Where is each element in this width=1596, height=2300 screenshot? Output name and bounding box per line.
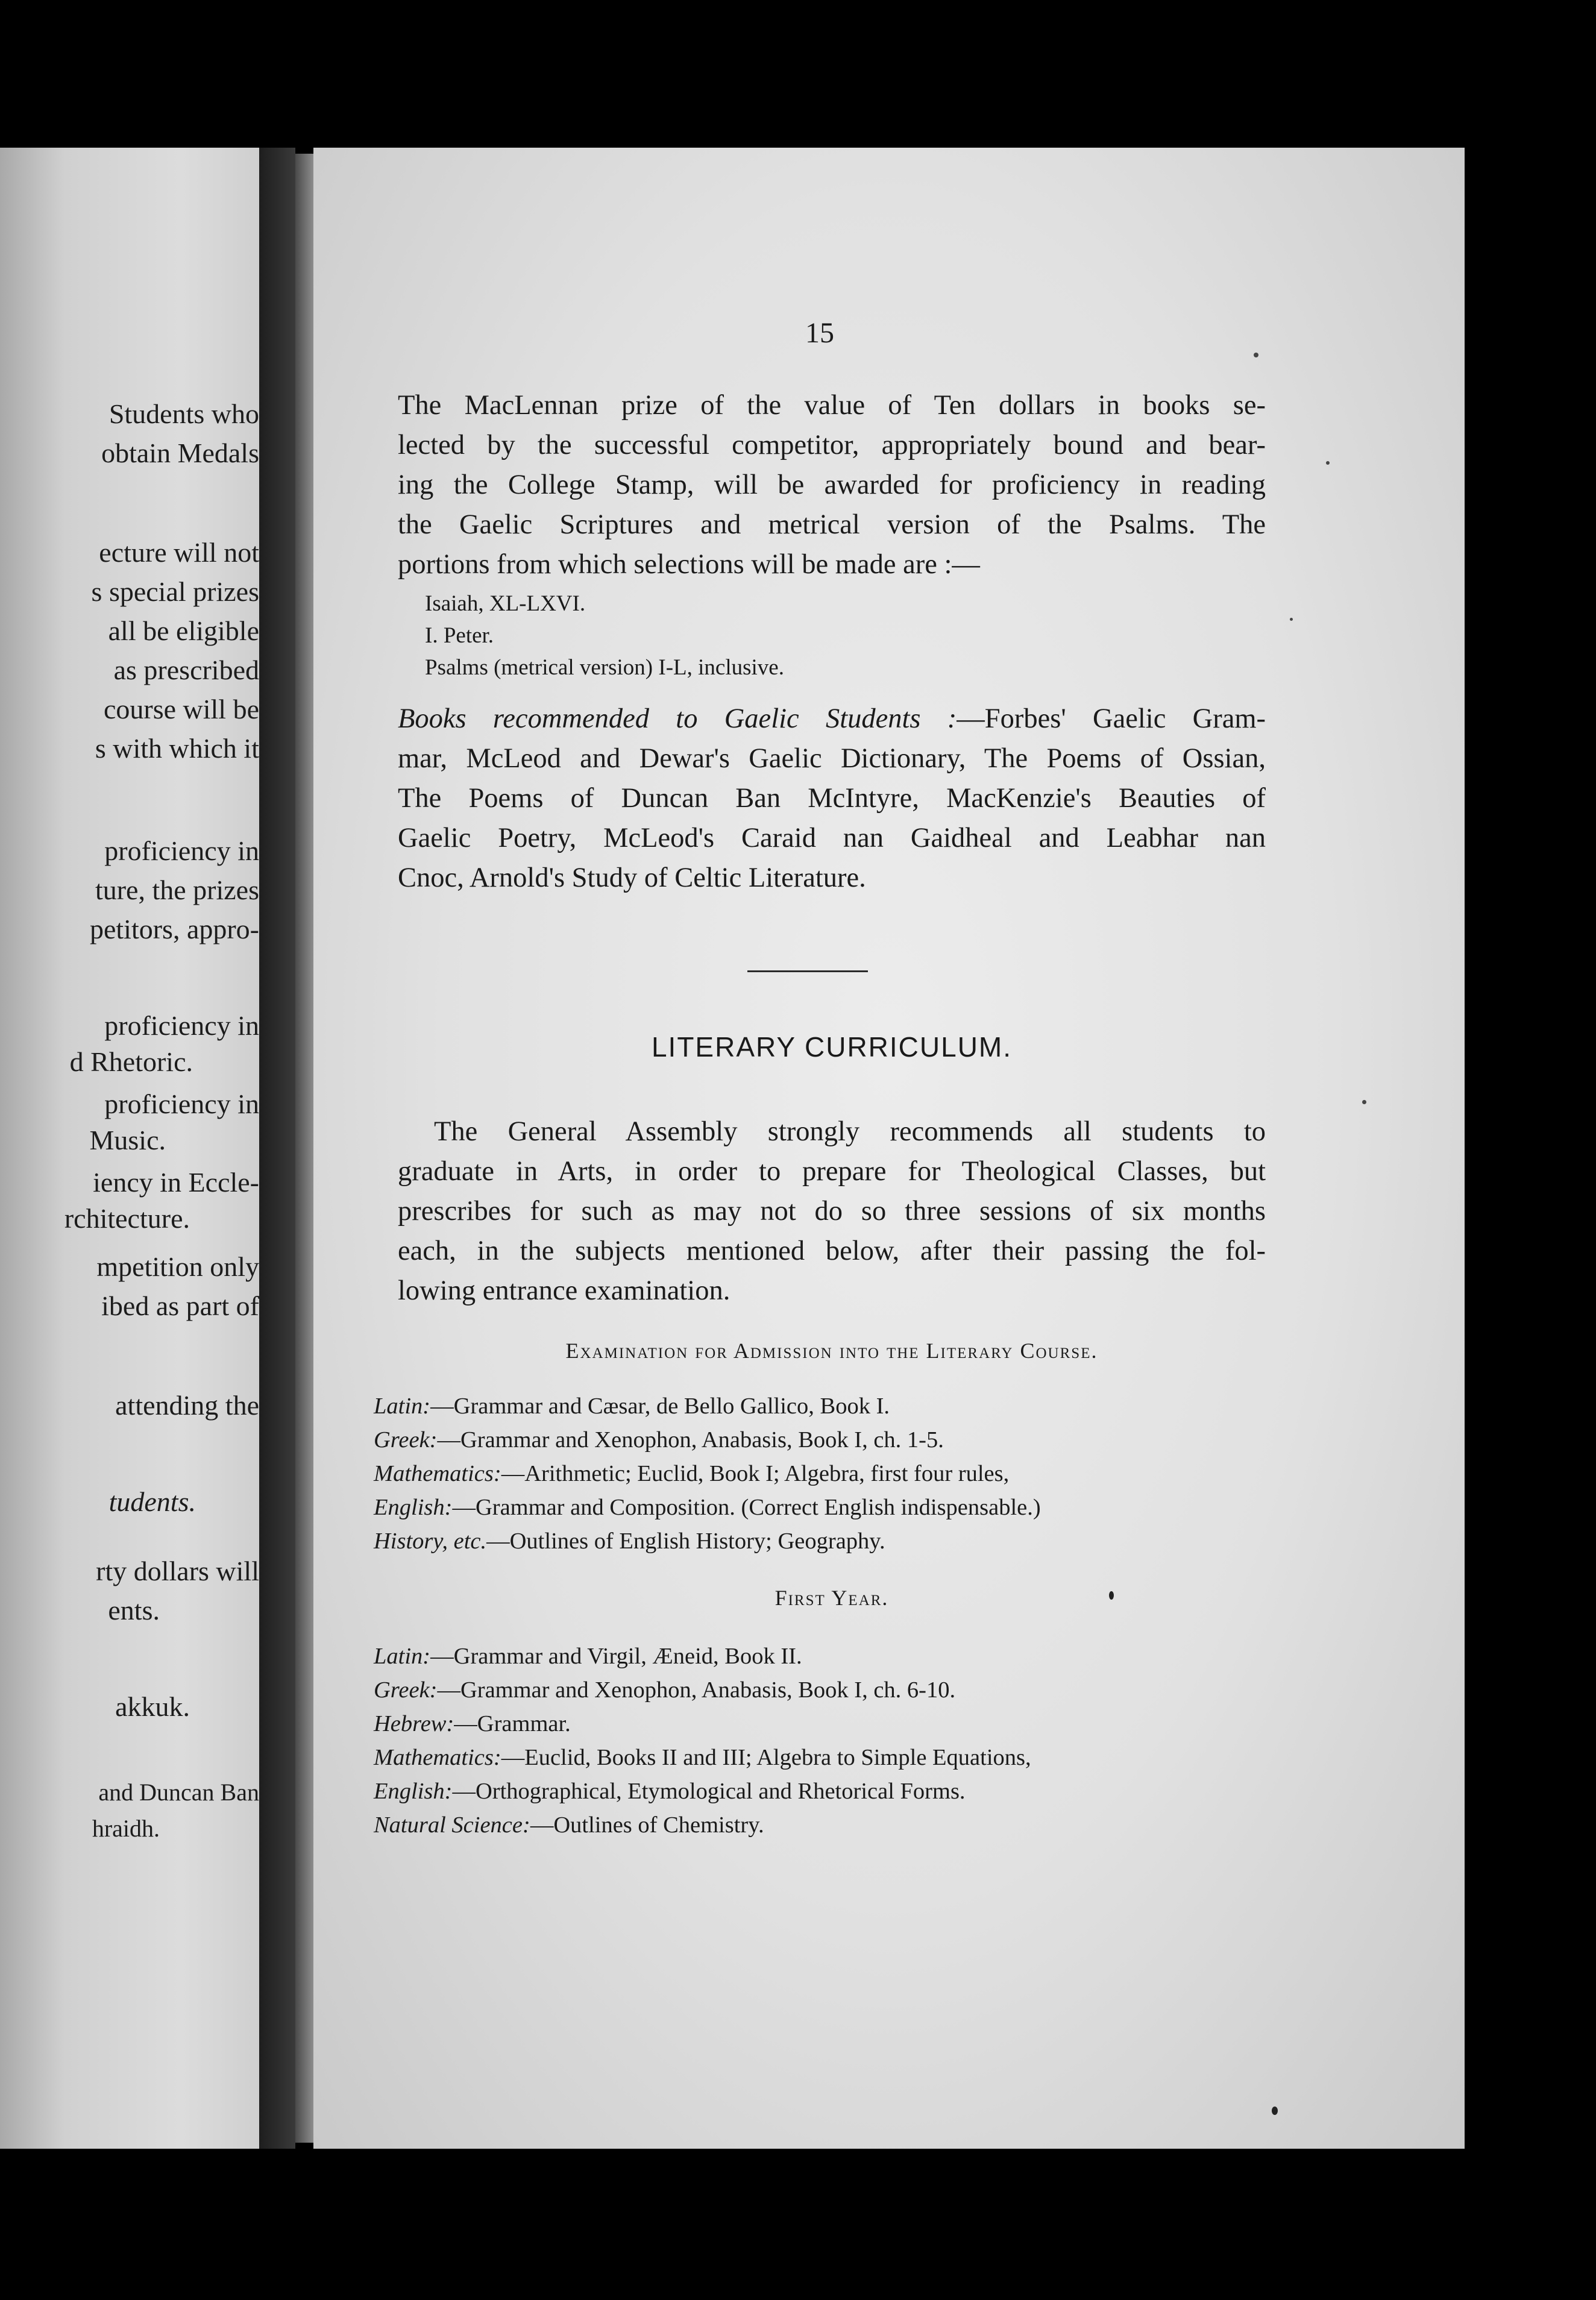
- exam-subjects-list: [374, 1389, 1278, 1558]
- list-item: [374, 1673, 1278, 1707]
- page-15: [313, 148, 1465, 2149]
- subject-label: Latin:: [374, 1644, 431, 1669]
- paragraph-line: mar, McLeod and Dewar's Gaelic Dictionary, The Poems of Ossian,: [398, 743, 1266, 774]
- list-item: Isaiah, XL-LXVI.: [425, 591, 586, 616]
- left-line: rchitecture.: [64, 1203, 190, 1234]
- left-line: course will be: [103, 694, 259, 724]
- paragraph-line: The MacLennan prize of the value of Ten dollars in books se-: [398, 390, 1266, 421]
- paragraph-line: lected by the successful competitor, appropriately bound and bear-: [398, 430, 1266, 460]
- list-item: [374, 1524, 1278, 1558]
- section-divider: [747, 970, 868, 972]
- paragraph-line: Cnoc, Arnold's Study of Celtic Literature.: [398, 862, 866, 893]
- subject-label: Mathematics:: [374, 1745, 501, 1770]
- list-item: [374, 1639, 1278, 1673]
- subject-text: —Outlines of English History; Geography.: [486, 1529, 885, 1554]
- list-item: [374, 1457, 1278, 1491]
- left-line: all be eligible: [108, 615, 259, 646]
- maclennan-prize-paragraph: [398, 386, 1266, 585]
- subject-label: Natural Science:: [374, 1812, 530, 1838]
- left-line: Music.: [89, 1125, 166, 1155]
- subject-label: Latin:: [374, 1394, 431, 1419]
- left-line: attending the: [115, 1390, 259, 1421]
- subject-text: —Orthographical, Etymological and Rhetorical Forms.: [452, 1779, 966, 1804]
- subject-text: —Grammar and Composition. (Correct English indispensable.): [452, 1495, 1041, 1520]
- scan-speck: [1272, 2107, 1278, 2115]
- left-line: ture, the prizes: [95, 875, 259, 905]
- left-line: proficiency in: [104, 1089, 259, 1119]
- left-line: obtain Medals: [101, 438, 259, 468]
- left-line: proficiency in: [104, 835, 259, 866]
- subject-label: Hebrew:: [374, 1711, 454, 1736]
- left-line: akkuk.: [115, 1691, 190, 1722]
- subject-text: —Grammar and Xenophon, Anabasis, Book I, ch. 6-10.: [437, 1677, 956, 1703]
- subject-text: —Grammar and Xenophon, Anabasis, Book I, ch. 1-5.: [437, 1427, 944, 1453]
- left-line: ibed as part of: [101, 1290, 259, 1321]
- first-year-heading: First Year.: [774, 1586, 889, 1610]
- scan-speck: [1326, 461, 1330, 465]
- section-title: LITERARY CURRICULUM.: [651, 1031, 1013, 1063]
- subject-text: —Grammar.: [454, 1711, 571, 1736]
- subject-label: Mathematics:: [374, 1461, 501, 1486]
- list-item: [374, 1491, 1278, 1524]
- scan-speck: [1290, 618, 1293, 621]
- subject-label: Greek:: [374, 1427, 438, 1453]
- left-line: mpetition only: [96, 1251, 259, 1282]
- first-year-subjects-list: [374, 1639, 1278, 1842]
- subject-text: —Grammar and Cæsar, de Bello Gallico, Book I.: [430, 1394, 890, 1419]
- paragraph-line: ing the College Stamp, will be awarded for proficiency in reading: [398, 470, 1266, 500]
- books-recommended-paragraph: [398, 699, 1266, 898]
- scripture-portions-list: [425, 588, 1269, 683]
- subject-label: English:: [374, 1779, 453, 1804]
- left-line: as prescribed: [113, 655, 259, 685]
- scan-speck: [1362, 1100, 1366, 1104]
- list-item: [374, 1389, 1278, 1423]
- paragraph-line: each, in the subjects mentioned below, after their passing the fol-: [398, 1236, 1266, 1266]
- left-line: s with which it: [95, 733, 259, 764]
- left-line: proficiency in: [104, 1010, 259, 1041]
- paragraph-line: The Poems of Duncan Ban McIntyre, MacKenzie's Beauties of: [398, 783, 1266, 814]
- paragraph-line: Gaelic Poetry, McLeod's Caraid nan Gaidheal and Leabhar nan: [398, 823, 1266, 853]
- paragraph-line: prescribes for such as may not do so three sessions of six months: [398, 1196, 1266, 1227]
- list-item: [374, 1707, 1278, 1741]
- left-line: ents.: [108, 1595, 160, 1626]
- left-line: tudents.: [108, 1486, 196, 1517]
- left-line: Students who: [108, 398, 259, 429]
- left-line: hraidh.: [92, 1815, 160, 1842]
- subject-label: History, etc.: [374, 1529, 487, 1554]
- scan-speck: [1254, 353, 1258, 357]
- paragraph-line: graduate in Arts, in order to prepare for Theological Classes, but: [398, 1156, 1266, 1187]
- general-assembly-paragraph: [398, 1112, 1266, 1311]
- left-line: ecture will not: [99, 537, 259, 568]
- paragraph-line: [398, 699, 1266, 739]
- subject-text: —Arithmetic; Euclid, Book I; Algebra, first four rules,: [501, 1461, 1010, 1486]
- books-first-line: —Forbes' Gaelic Gram-: [957, 703, 1266, 734]
- list-item: [374, 1741, 1278, 1774]
- left-page-fragment: [0, 148, 259, 2149]
- subject-label: Greek:: [374, 1677, 438, 1703]
- paragraph-line: The General Assembly strongly recommends all students to: [434, 1116, 1266, 1147]
- left-line: rty dollars will: [96, 1556, 259, 1586]
- left-line: d Rhetoric.: [69, 1046, 193, 1077]
- books-label: Books recommended to Gaelic Students :: [398, 703, 957, 734]
- page-number: 15: [805, 317, 834, 349]
- book-gutter-shadow: [295, 154, 313, 2143]
- exam-heading: Examination for Admission into the Literary Course.: [565, 1339, 1098, 1363]
- subject-text: —Euclid, Books II and III; Algebra to Simple Equations,: [501, 1745, 1031, 1770]
- list-item: [374, 1808, 1278, 1842]
- list-item: [374, 1423, 1278, 1457]
- list-item: Psalms (metrical version) I-L, inclusive.: [425, 655, 784, 680]
- left-line: and Duncan Ban: [98, 1779, 259, 1806]
- paragraph-line: the Gaelic Scriptures and metrical version of the Psalms. The: [398, 509, 1266, 540]
- paragraph-line: portions from which selections will be made are :—: [398, 549, 980, 580]
- paragraph-line: lowing entrance examination.: [398, 1275, 730, 1306]
- book-gutter: [259, 148, 295, 2149]
- left-line: petitors, appro-: [89, 914, 259, 944]
- subject-label: English:: [374, 1495, 453, 1520]
- subject-text: —Grammar and Virgil, Æneid, Book II.: [430, 1644, 802, 1669]
- list-item: I. Peter.: [425, 623, 494, 648]
- scan-speck: [1109, 1591, 1114, 1600]
- left-line: iency in Eccle-: [93, 1167, 259, 1198]
- subject-text: —Outlines of Chemistry.: [530, 1812, 764, 1838]
- left-line: s special prizes: [91, 576, 259, 607]
- list-item: [374, 1774, 1278, 1808]
